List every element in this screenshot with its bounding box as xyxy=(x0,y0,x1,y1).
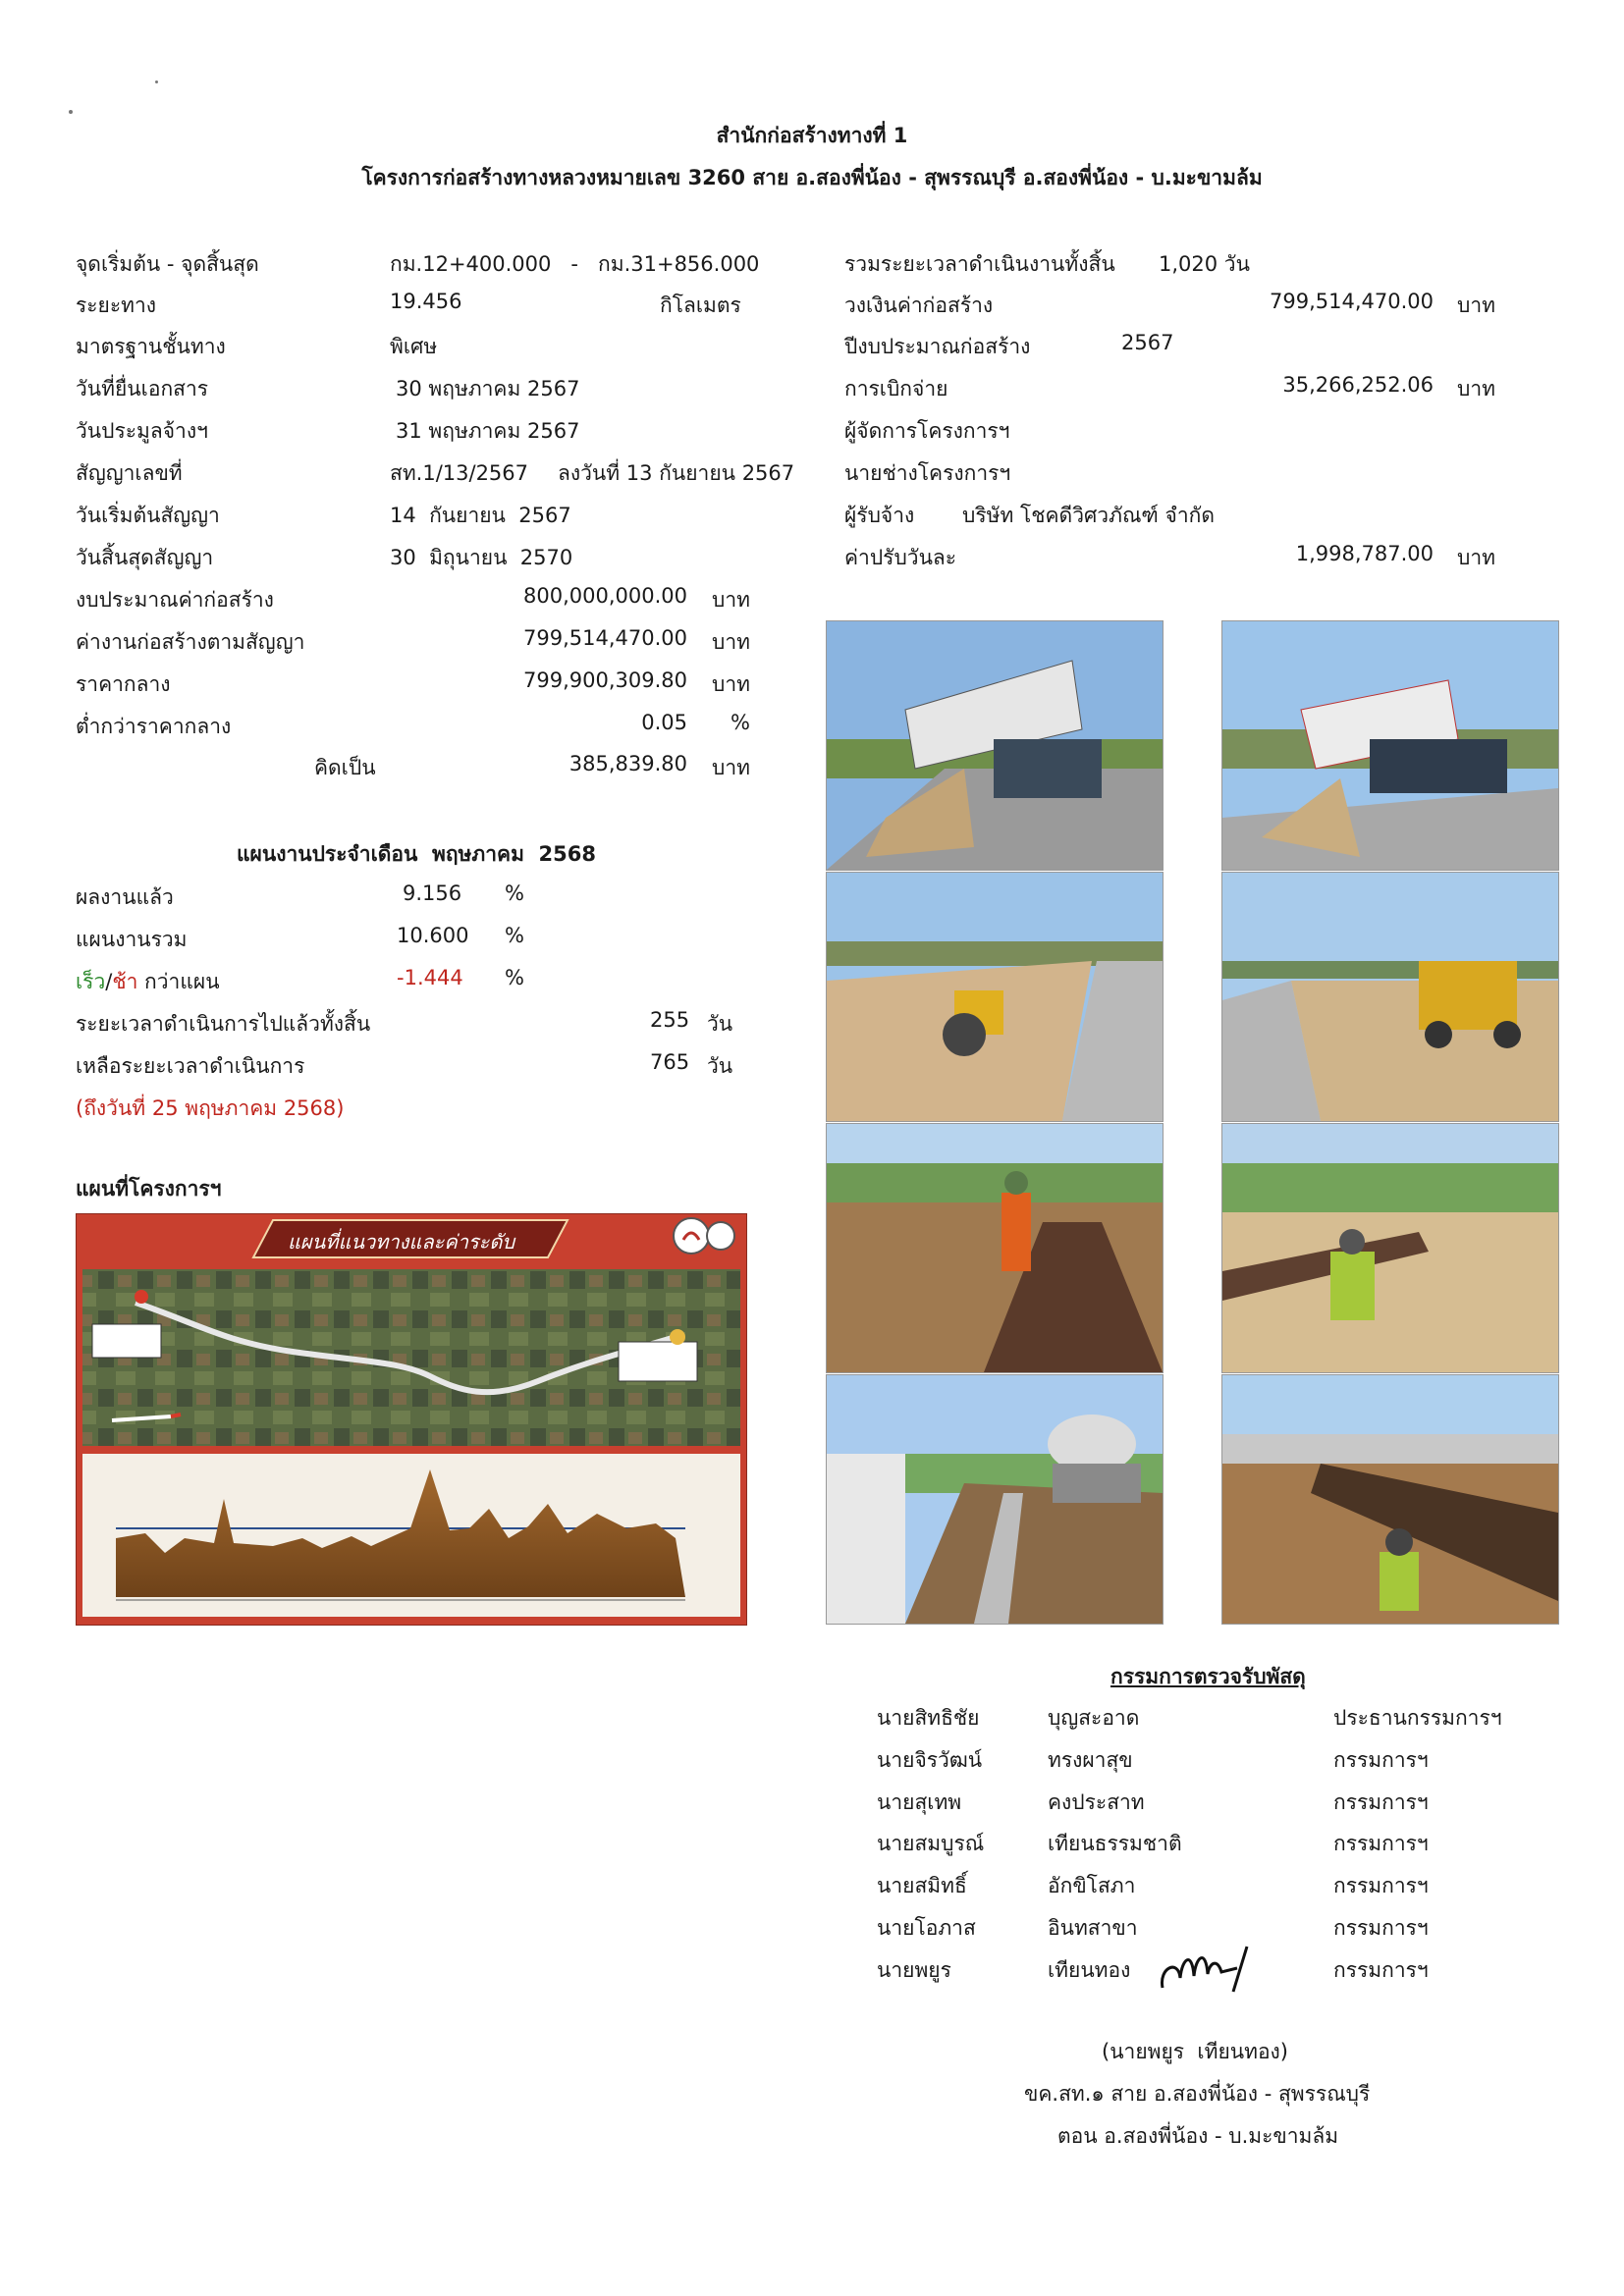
total-plan-unit: % xyxy=(505,924,524,947)
as-of-date: (ถึงวันที่ 25 พฤษภาคม 2568) xyxy=(76,1096,345,1120)
below-median-label: ต่ำกว่าราคากลาง xyxy=(76,715,232,738)
member-last-name: คงประสาท xyxy=(1048,1790,1145,1814)
daily-fine-value: 1,998,787.00 xyxy=(1295,542,1434,565)
diff-label: เร็ว/ช้า กว่าแผน xyxy=(76,970,220,993)
member-role: กรรมการฯ xyxy=(1333,1916,1429,1940)
contract-no-value: สท.1/13/2567 xyxy=(390,461,529,485)
total-duration-value: 1,020 วัน xyxy=(1159,252,1250,276)
equals-label: คิดเป็น xyxy=(314,756,376,779)
below-median-value: 0.05 xyxy=(641,711,687,734)
below-median-unit: % xyxy=(731,711,750,734)
contract-start-value: 14 กันยายน 2567 xyxy=(390,504,571,527)
disbursement-value: 35,266,252.06 xyxy=(1282,373,1434,397)
fast-label: เร็ว xyxy=(76,970,106,993)
site-photo-formwork xyxy=(1221,1374,1559,1625)
member-last-name: บุญสะอาด xyxy=(1048,1706,1140,1730)
remaining-unit: วัน xyxy=(707,1054,733,1078)
member-first-name: นายพยูร xyxy=(877,1958,951,1982)
contractor-label: ผู้รับจ้าง xyxy=(844,504,915,527)
monthly-plan-title: แผนงานประจำเดือน พฤษภาคม 2568 xyxy=(237,842,596,866)
done-unit: % xyxy=(505,881,524,905)
median-price-value: 799,900,309.80 xyxy=(523,668,687,692)
scan-speck xyxy=(155,80,158,83)
total-plan-value: 10.600 xyxy=(397,924,469,947)
site-photo-roller xyxy=(826,872,1164,1122)
member-role: กรรมการฯ xyxy=(1333,1748,1429,1772)
total-duration-label: รวมระยะเวลาดำเนินงานทั้งสิ้น xyxy=(844,252,1115,276)
elapsed-value: 255 xyxy=(650,1008,690,1032)
median-price-unit: บาท xyxy=(712,672,750,696)
scan-speck xyxy=(69,110,73,114)
contract-cost-label: ค่างานก่อสร้างตามสัญญา xyxy=(76,630,305,654)
contract-end-value: 30 มิถุนายน 2570 xyxy=(390,546,573,569)
map-graphic xyxy=(77,1214,746,1625)
project-engineer-label: นายช่างโครงการฯ xyxy=(844,461,1011,485)
budget-value: 799,514,470.00 xyxy=(1270,290,1434,313)
contract-no-label: สัญญาเลขที่ xyxy=(76,461,183,485)
distance-unit: กิโลเมตร xyxy=(660,294,741,317)
equals-unit: บาท xyxy=(712,756,750,779)
contract-start-label: วันเริ่มต้นสัญญา xyxy=(76,504,220,527)
member-first-name: นายสิทธิชัย xyxy=(877,1706,980,1730)
median-price-label: ราคากลาง xyxy=(76,672,171,696)
budget-estimate-unit: บาท xyxy=(712,588,750,612)
submit-date-value: 30 พฤษภาคม 2567 xyxy=(396,377,580,400)
signature-position-1: ขค.สท.๑ สาย อ.สองพี่น้อง - สุพรรณบุรี xyxy=(1024,2082,1371,2106)
project-title: โครงการก่อสร้างทางหลวงหมายเลข 3260 สาย อ.สองพี่น้อง - สุพรรณบุรี อ.สองพี่น้อง - บ.มะขามล้ม xyxy=(361,166,1263,189)
site-photo-dump-truck-1 xyxy=(826,620,1164,871)
diff-label-rest: กว่าแผน xyxy=(137,970,220,993)
standard-value: พิเศษ xyxy=(390,335,438,358)
member-first-name: นายจิรวัฒน์ xyxy=(877,1748,983,1772)
site-photo-rebar-work-1 xyxy=(826,1123,1164,1373)
start-end-value: กม.12+400.000 - กม.31+856.000 xyxy=(390,252,760,276)
member-role: กรรมการฯ xyxy=(1333,1874,1429,1897)
auction-date-label: วันประมูลจ้างฯ xyxy=(76,419,208,443)
member-first-name: นายสุเทพ xyxy=(877,1790,962,1814)
diff-value: -1.444 xyxy=(397,966,463,989)
disbursement-unit: บาท xyxy=(1457,377,1495,400)
done-value: 9.156 xyxy=(403,881,462,905)
contractor-value: บริษัท โชคดีวิศวภัณฑ์ จำกัด xyxy=(962,504,1215,527)
committee-title: กรรมการตรวจรับพัสดุ xyxy=(1110,1665,1306,1688)
member-last-name: อักขิโสภา xyxy=(1048,1874,1136,1897)
signature-mark xyxy=(1149,1929,1296,2007)
elapsed-label: ระยะเวลาดำเนินการไปแล้วทั้งสิ้น xyxy=(76,1012,371,1036)
contract-cost-value: 799,514,470.00 xyxy=(523,626,687,650)
member-last-name: เทียนทอง xyxy=(1048,1958,1131,1982)
elapsed-unit: วัน xyxy=(707,1012,733,1036)
remaining-value: 765 xyxy=(650,1050,690,1074)
site-photo-rebar-work-2 xyxy=(1221,1123,1559,1373)
budget-estimate-value: 800,000,000.00 xyxy=(523,584,687,608)
start-end-label: จุดเริ่มต้น - จุดสิ้นสุด xyxy=(76,252,259,276)
slow-label: ช้า xyxy=(112,970,138,993)
member-role: กรรมการฯ xyxy=(1333,1958,1429,1982)
map-banner-title: แผนที่แนวทางและค่าระดับ xyxy=(288,1230,515,1254)
standard-label: มาตรฐานชั้นทาง xyxy=(76,335,226,358)
member-last-name: อินทสาขา xyxy=(1048,1916,1138,1940)
member-role: กรรมการฯ xyxy=(1333,1790,1429,1814)
contract-signed-date: ลงวันที่ 13 กันยายน 2567 xyxy=(558,461,795,485)
site-photo-grader xyxy=(1221,872,1559,1122)
department-logo-icon xyxy=(674,1218,734,1254)
map-heading: แผนที่โครงการฯ xyxy=(76,1177,222,1201)
distance-label: ระยะทาง xyxy=(76,294,157,317)
done-label: ผลงานแล้ว xyxy=(76,885,174,909)
signature-position-2: ตอน อ.สองพี่น้อง - บ.มะขามล้ม xyxy=(1057,2124,1339,2148)
site-photo-dump-truck-2 xyxy=(1221,620,1559,871)
member-last-name: ทรงผาสุข xyxy=(1048,1748,1133,1772)
daily-fine-label: ค่าปรับวันละ xyxy=(844,546,957,569)
member-first-name: นายสมบูรณ์ xyxy=(877,1832,985,1855)
fiscal-year-value: 2567 xyxy=(1121,331,1174,354)
distance-value: 19.456 xyxy=(390,290,462,313)
member-first-name: นายโอภาส xyxy=(877,1916,976,1940)
project-manager-label: ผู้จัดการโครงการฯ xyxy=(844,419,1010,443)
diff-unit: % xyxy=(505,966,524,989)
project-map xyxy=(76,1213,747,1626)
budget-unit: บาท xyxy=(1457,294,1495,317)
auction-date-value: 31 พฤษภาคม 2567 xyxy=(396,419,580,443)
member-first-name: นายสมิทธิ์ xyxy=(877,1874,967,1897)
budget-label: วงเงินค่าก่อสร้าง xyxy=(844,294,994,317)
signature-name: (นายพยูร เทียนทอง) xyxy=(1102,2040,1289,2063)
office-title: สำนักก่อสร้างทางที่ 1 xyxy=(716,124,908,147)
remaining-label: เหลือระยะเวลาดำเนินการ xyxy=(76,1054,305,1078)
total-plan-label: แผนงานรวม xyxy=(76,928,188,951)
member-last-name: เทียนธรรมชาติ xyxy=(1048,1832,1182,1855)
daily-fine-unit: บาท xyxy=(1457,546,1495,569)
contract-cost-unit: บาท xyxy=(712,630,750,654)
submit-date-label: วันที่ยื่นเอกสาร xyxy=(76,377,209,400)
disbursement-label: การเบิกจ่าย xyxy=(844,377,948,400)
member-role: กรรมการฯ xyxy=(1333,1832,1429,1855)
fiscal-year-label: ปีงบประมาณก่อสร้าง xyxy=(844,335,1031,358)
contract-end-label: วันสิ้นสุดสัญญา xyxy=(76,546,214,569)
equals-value: 385,839.80 xyxy=(568,752,687,775)
budget-estimate-label: งบประมาณค่าก่อสร้าง xyxy=(76,588,274,612)
member-role: ประธานกรรมการฯ xyxy=(1333,1706,1502,1730)
site-photo-concrete-truck xyxy=(826,1374,1164,1625)
